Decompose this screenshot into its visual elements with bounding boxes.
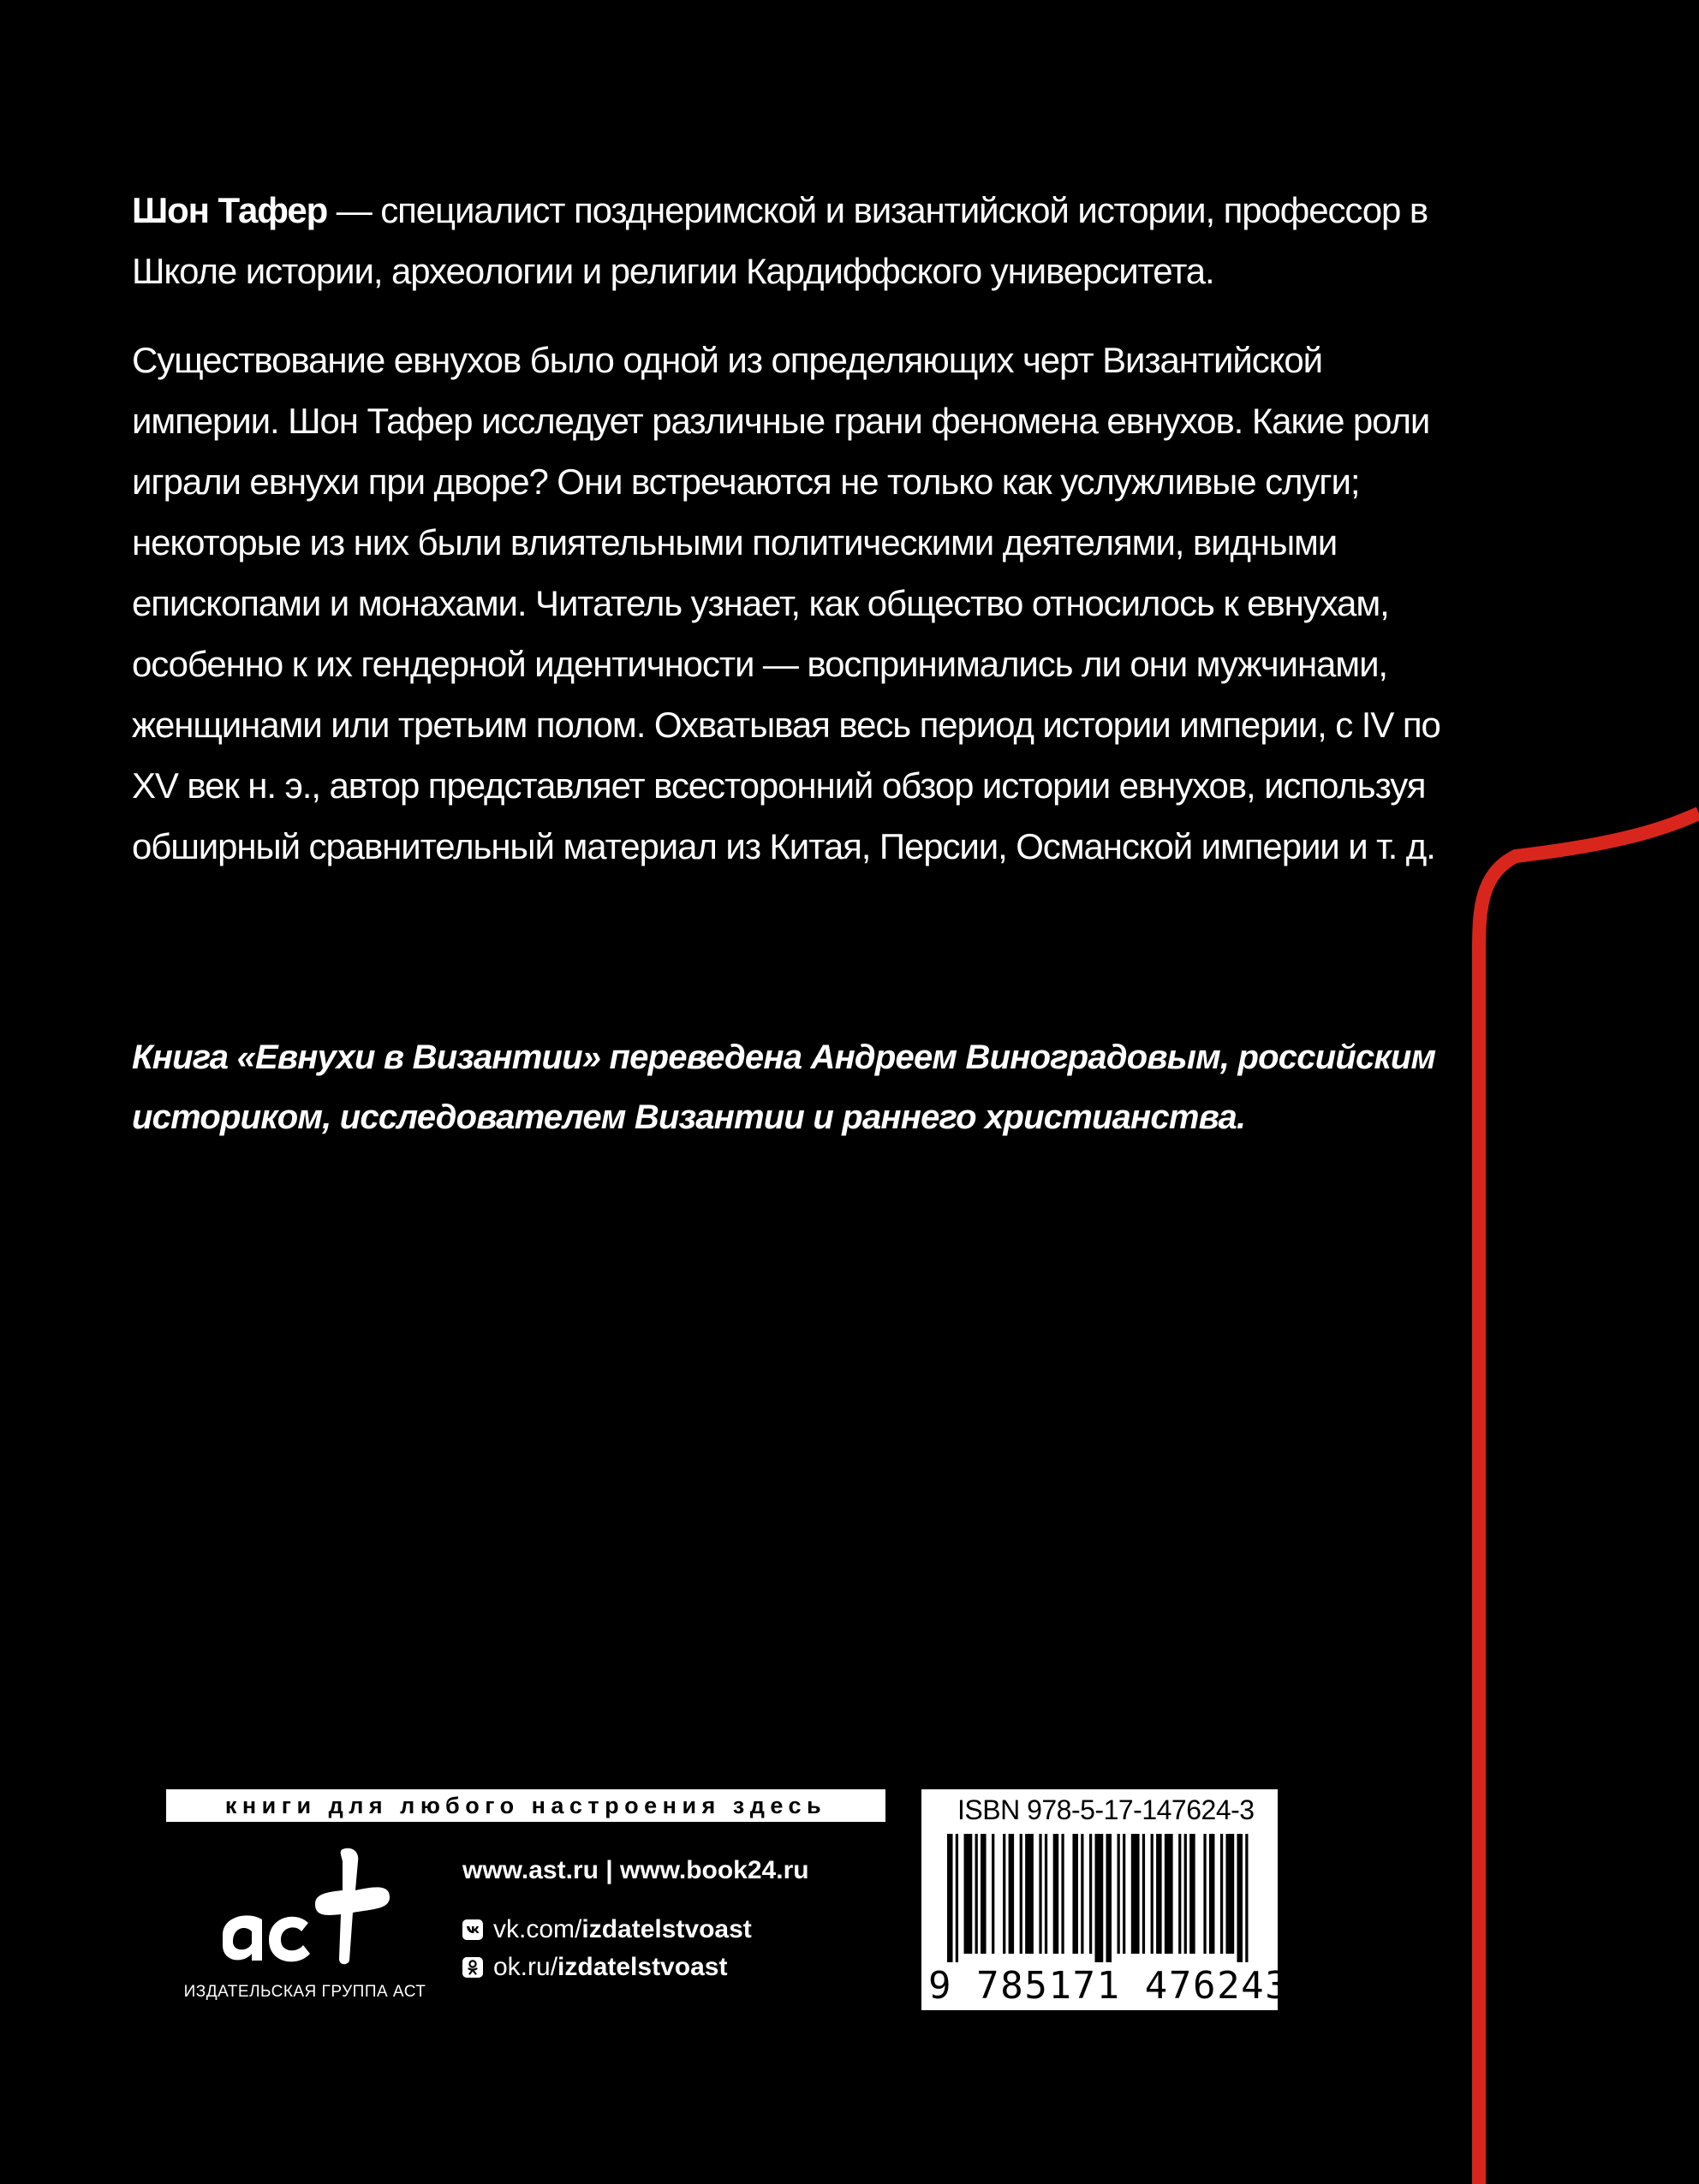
barcode-digits: 9 785171 476243 (928, 1964, 1290, 2008)
barcode-bar (1151, 1834, 1154, 1954)
barcode-bar (1203, 1834, 1206, 1954)
vk-prefix: vk.com/ (493, 1915, 582, 1943)
barcode-bar (1081, 1834, 1083, 1954)
barcode-bar (1131, 1834, 1140, 1954)
barcode-bar (1225, 1834, 1234, 1954)
ok-link[interactable] (462, 1949, 809, 1986)
ok-handle: izdatelstvoast (557, 1953, 728, 1981)
publisher-links (462, 1856, 809, 1986)
barcode-bar (1045, 1834, 1047, 1954)
barcode-bar (1039, 1834, 1041, 1954)
barcode-bar (1156, 1834, 1162, 1954)
barcode-bar (1020, 1834, 1022, 1954)
ok-prefix: ok.ru/ (493, 1953, 558, 1981)
barcode-bar (1245, 1834, 1248, 1962)
barcode-bar (1142, 1834, 1145, 1954)
barcode-bar (981, 1834, 987, 1954)
barcode-bar (1178, 1834, 1181, 1954)
barcode-bar (947, 1834, 953, 1962)
book-annotation: Существование евнухов было одной из определяющих черт Византийской империи. Шон Тафер исследует различные грани феномена евнухов. Какие роли играли евнухи при дворе? Они встречаются не только как услужливые слуги; некоторые из них были влиятельными политическими деятелями, видными епископами и монахами. Читатель узнает, как общество относилось к евнухам, особенно к их гендерной идентичности — воспринимались ли они мужчинами, женщинами или третьим полом. Охватывая весь период истории империи, с IV по XV век н. э., автор представляет всесторонний обзор истории евнухов, используя обширный сравнительный материал из Китая, Персии, Османской империи и т. д. (132, 340, 1440, 866)
author-name: Шон Тафер (132, 190, 328, 230)
barcode-bar (1009, 1834, 1015, 1954)
barcode-bar (1184, 1834, 1187, 1954)
barcode-bar (956, 1834, 958, 1962)
barcode-bar (1189, 1834, 1195, 1954)
barcode-bar (1089, 1834, 1092, 1954)
ast-logo-text: аст (214, 1841, 216, 1842)
translator-note: Книга «Евнухи в Византии» переведена Андреем Виноградовым, российским историком, исследователем Византии и раннего христианства. (132, 1038, 1436, 1136)
barcode-bar (1072, 1834, 1078, 1954)
vk-icon (462, 1919, 483, 1940)
barcode-bar (1237, 1834, 1243, 1962)
barcode-bar (1003, 1834, 1005, 1954)
barcode-bar (992, 1834, 994, 1954)
barcode-bar (1061, 1834, 1064, 1954)
ok-icon (462, 1957, 483, 1978)
barcode-bar (1025, 1834, 1034, 1954)
barcode-bar (1123, 1834, 1125, 1954)
vk-link[interactable] (462, 1911, 809, 1949)
barcode-bar (1053, 1834, 1059, 1954)
barcode-bar (964, 1834, 973, 1954)
isbn-label: ISBN 978-5-17-147624-3 (957, 1794, 1255, 1825)
publisher-websites[interactable]: www.ast.ru | www.book24.ru (462, 1856, 809, 1884)
barcode-box (921, 1789, 1290, 2010)
barcode-bar (1106, 1834, 1112, 1962)
author-bio-text: — специалист позднеримской и византийской истории, профессор в Школе истории, археологии и религии Кардиффского университета. (132, 190, 1428, 291)
barcode-bar (1165, 1834, 1173, 1954)
publisher-group-name: ИЗДАТЕЛЬСКАЯ ГРУППА АСТ (183, 1983, 426, 2001)
barcode-bar (1220, 1834, 1223, 1954)
ast-logo-icon (214, 1841, 402, 1969)
barcode-bar (1209, 1834, 1215, 1954)
barcode-bar (1118, 1834, 1120, 1954)
author-bio (132, 180, 1459, 301)
publisher-tagline: книги для любого настроения здесь (166, 1789, 885, 1822)
barcode-bar (1094, 1834, 1103, 1962)
barcode-icon (947, 1834, 1254, 1962)
barcode-bar (975, 1834, 978, 1954)
vk-handle: izdatelstvoast (581, 1915, 752, 1943)
